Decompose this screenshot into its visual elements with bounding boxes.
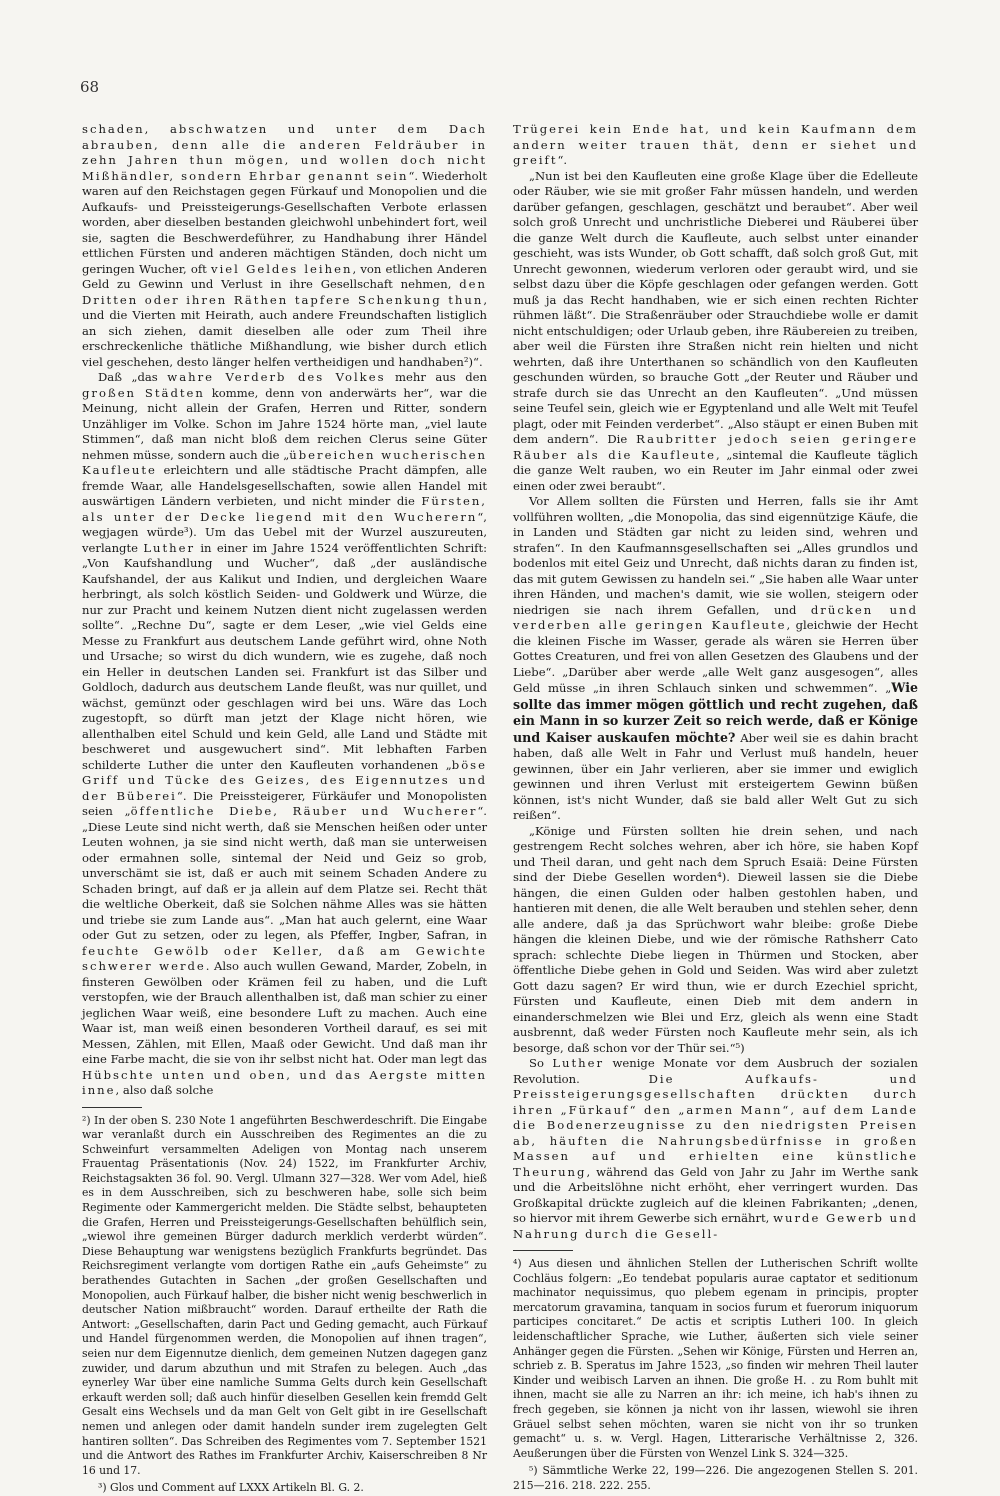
page-number: 68 bbox=[80, 78, 100, 96]
text-run: komme, denn von anderwärts her“, war die Meinung, nicht allein der Grafen, Herren und Ritter, sondern Unzähliger im Volke. Schon im Jahre 1524 hörte man, „viel laute Stimmen“, daß man nicht bloß dem reichen Clerus seine Güter nehmen müsse, sondern auch die „ bbox=[82, 385, 488, 462]
text-run: „Könige und Fürsten sollten hie drein sehen, und nach gestrengem Recht solches wehren, aber ich höre, sie haben Kopf und Theil daran, und geht nach dem Spruch Esaiä: Deine Fürsten sind der Diebe Gesellen worden⁴). Dieweil lassen sie die Diebe hängen, die einen Gulden oder halben gestohlen haben, und hantieren mit denen, die alle Welt berauben und stehlen seher, denn alle andere, daß ja das Sprüchwort wahr bleibe: große Diebe hängen die kleinen Diebe, und wie der römische Rathsherr Cato sprach: schlechte Diebe liegen in Thürmen und Stocken, aber öffentliche Diebe gehen in Gold und Seiden. Was wird aber zuletzt Gott dazu sagen? Er wird thun, wie er durch Ezechiel spricht, Fürsten und Kaufleute, einen Dieb mit dem andern in einanderschmelzen wie Blei und Erz, gleich als wenn eine Stadt ausbrennt, daß weder Fürsten noch Kaufleute mehr sein, als ich besorge, daß schon vor der Thür sei.“⁵) bbox=[513, 823, 918, 1055]
text-run: “, wegjagen würde³). Um das Uebel mit der Wurzel auszureuten, verlangte bbox=[82, 509, 487, 555]
body-paragraph bbox=[82, 122, 487, 370]
text-run: “. Die Preissteigerer, Fürkäufer und Monopolisten seien „ bbox=[82, 788, 487, 818]
footnote: ⁴) Aus diesen und ähnlichen Stellen der Lutherischen Schrift wollte Cochläus folgern: „Eo tendebat popularis aurae captator et seditionum machinator nequissimus, quo plebem egenam in principis, propter mercatorum gravamina, tanquam in socios furum et fuerorum iniquorum participes concitaret.“ De actis et scriptis Lutheri 100. In gleich leidenschaftlicher Sprache, wie Luther, äußerten sich viele seiner Anhänger gegen die Fürsten. „Sehen wir Könige, Fürsten und Herren an, schrieb z. B. Speratus im Jahre 1523, „so finden wir mehren Theil lauter Kinder und weibisch Larven an ihnen. Die große H. . zu Rom buhlt mit ihnen, macht sie alle zu Narren an ihr: ich meine, ich hab's ihnen zu frech gegeben, sie können ja nicht von ihr lassen, wiewohl sie ihren Gräuel selbst sehen möchten, waren sie nicht von ihr so trunken gemacht“ u. s. w. Vergl. Hagen, Litterarische Verhältnisse 2, 326. Aeußerungen über die Fürsten von Wenzel Link S. 324—325. bbox=[513, 1257, 918, 1460]
text-run: mehr aus den bbox=[385, 370, 487, 384]
spaced-text: drücken und verderben alle geringen Kaufleute bbox=[513, 602, 919, 632]
footnote: ²) In der oben S. 230 Note 1 angeführten Beschwerdeschrift. Die Eingabe war veranlaßt durch ein Ausschreiben des Regimentes an die zu Schweinfurt versammelten Adeligen von Montag nach unserem Frauentag Präsentationis (Nov. 24) 1522, im Frankfurter Archiv, Reichstagsakten 36 fol. 90. Vergl. Ulmann 327—328. Wer vom Adel, hieß es in dem Ausschreiben, sich zu beschweren habe, solle sich beim Regimente oder Kammergericht melden. Die Städte selbst, behaupteten die Grafen, Herren und Preissteigerungs-Gesellschaften behülflich sein, „wiewol ihre gemeinen Bürger dadurch merklich verderbt würden“. Diese Behauptung war wenigstens bezüglich Frankfurts begründet. Das Reichsregiment verlangte vom dortigen Rathe ein „aufs Geheimste“ zu berathendes Gutachten in Sachen „der großen Gesellschaften und Monopolien, auch Fürkauf halber, die bisher nicht wenig beschwerlich in deutscher Nation mißbraucht“ worden. Darauf ertheilte der Rath die Antwort: „Gesellschaften, darin Pact und Geding gemacht, auch Fürkauf und Handel fürgenommen werden, die Monopolien auf ihnen tragen“, seien nur dem Eigennutze dienlich, dem gemeinen Nutzen dagegen ganz zuwider, und darum abzuthun und mit Strafen zu belegen. Auch „das eynerley War über eine namliche Summa Gelts durch kein Gesellschaft erkauft werden soll; daß auch hinfür dieselben Gesellen kein fremdd Gelt Gesalt eins Wechsels und da man Gelt von Gelt gibt in ire Gesellschaft nemen und anlegen oder damit handeln sunder irem zugelegten Gelt hantiren sollten“. Das Schreiben des Regimentes vom 7. September 1521 und die Antwort des Rathes im Frankfurter Archiv, Kaiserschreiben 8 Nr 16 und 17. bbox=[82, 1113, 487, 1477]
spaced-text: böse Griff und Tücke des Geizes, des Eigennutzes und der Büberei bbox=[82, 757, 487, 803]
right-body bbox=[513, 122, 918, 1242]
left-footnotes bbox=[82, 1114, 487, 1496]
body-paragraph bbox=[513, 494, 918, 824]
spaced-text: großen Städten bbox=[82, 385, 205, 400]
footnote-separator bbox=[513, 1250, 573, 1251]
text-run: wenige Monate vor dem Ausbruch der sozialen Revolution. bbox=[513, 1056, 918, 1086]
body-paragraph bbox=[513, 824, 918, 1057]
spaced-text: Raubritter jedoch seien geringere Räuber als die Kaufleute bbox=[513, 432, 918, 462]
text-run: So bbox=[529, 1056, 553, 1070]
body-paragraph bbox=[82, 370, 487, 1099]
right-footnotes bbox=[513, 1257, 918, 1494]
text-run: , also daß solche bbox=[115, 1083, 214, 1097]
spaced-text: schaden, abschwatzen und unter dem Dach abrauben, denn alle die anderen Feldräuber in zehn Jahren thun mögen, und wollen doch nicht Mißhändler, sondern Ehrbar genannt sein bbox=[82, 122, 487, 183]
text-run: , gleichwie der Hecht die kleinen Fische im Wasser, gerade als wären sie Herren über Gottes Creaturen, und frei von allen Gesetzen des Glaubens und der Liebe“. „Darüber aber werde „alle Welt ganz ausgesogen“, alles Geld müsse „in ihren Schlauch sinken und schwemmen“. „ bbox=[513, 618, 918, 695]
spaced-text: öffentliche Diebe, Räuber und Wucherer bbox=[130, 804, 478, 818]
footnote-separator bbox=[82, 1107, 142, 1108]
body-paragraph bbox=[513, 1056, 918, 1242]
text-run: “. bbox=[557, 153, 568, 167]
spaced-text: Trügerei kein Ende hat, und kein Kaufmann dem andern weiter trauen thät, denn er siehet und greift bbox=[513, 122, 918, 167]
body-paragraph bbox=[513, 169, 918, 495]
bold-text: Wie sollte das immer mögen göttlich und recht zugehen, daß ein Mann in so kurzer Zeit so reich werde, daß er Könige und Kaiser auskaufen möchte? bbox=[513, 680, 918, 745]
left-column bbox=[82, 122, 487, 1496]
text-run: Daß „das bbox=[98, 370, 168, 384]
spaced-text: wurde Gewerb und Nahrung durch die Gesell- bbox=[513, 1211, 918, 1241]
spaced-text: Fürsten, als unter der Decke liegend mit den Wucherern bbox=[82, 494, 487, 524]
text-run: “. „Diese Leute sind nicht werth, daß sie Menschen heißen oder unter Leuten wohnen, ja sie sind nicht werth, daß man sie unterweisen oder ermahnen solle, sintemal der Neid und Geiz so grob, unverschämt sie ist, daß er auch mit seinem Schaden Andere zu Schaden bringt, auf daß er ja allein auf dem Platze sei. Recht thät die weltliche Oberkeit, daß sie Solchen nähme Alles was sie hätten und triebe sie zum Lande aus“. „Man hat auch gelernt, eine Waar oder Gut zu setzen, oder zu legen, als Pfeffer, Ingber, Safran, in bbox=[82, 804, 487, 942]
text-run: “. Wiederholt waren auf den Reichstagen gegen Fürkauf und Monopolien und die Aufkaufs- und Preissteigerungs-Gesellschaften Verbote erlassen worden, aber dieselben bestanden gleichwohl unbehindert fort, weil sie, sagten die Beschwerdeführer, zu Handhabung ihrer Händel ettlichen Fürsten und anderen mächtigen Ständen, doch nicht um geringen Wucher, oft bbox=[82, 168, 487, 276]
text-run: , „sintemal die Kaufleute täglich die ganze Welt rauben, wo ein Reuter im Jahr einmal oder zwei einen oder zwei beraubt“. bbox=[513, 447, 918, 493]
left-body bbox=[82, 122, 487, 1099]
text-run: , von etlichen Anderen Geld zu Gewinn und Verlust in ihre Gesellschaft nehmen, bbox=[82, 261, 487, 291]
text-run: erleichtern und alle städtische Pracht dämpfen, alle fremde Waar, alle Handelsgesellschaften, sowie allen Handel mit auswärtigen Ländern verbieten, und nicht minder die bbox=[82, 463, 487, 508]
text-run: , und die Vierten mit Heirath, auch andere Freundschaften listiglich an sich ziehen, damit dieselben alle oder zum Theil ihre erschreckenliche thätliche Mißhandlung, wie bisher durch etlich viel geschehen, desto länger helfen vertheidigen und handhaben²)“. bbox=[82, 292, 487, 369]
spaced-text: Die Aufkaufs- und Preissteigerungsgesellschaften drückten durch ihren „Fürkauf“ den „armen Mann“, auf dem Lande die Bodenerzeugnisse zu den niedrigsten Preisen ab, häuften die Nahrungsbedürfnisse in großen Massen auf und erhielten eine künstliche Theurung bbox=[513, 1071, 918, 1179]
text-run: in einer im Jahre 1524 veröffentlichten Schrift: „Von Kaufshandlung und Wucher“, daß „der ausländische Kaufshandel, der aus Kalikut und Indien, und dergleichen Waare herbringt, als solch köstlich Seiden- und Goldwerk und Würze, die nur zur Pracht und keinem Nutzen dient nicht zugelassen werden sollte“. „Rechne Du“, sagte er dem Leser, „wie viel Gelds eine Messe zu Frankfurt aus deutschem Lande geführt wird, ohne Noth und Ursache; so wirst du dich wundern, wie es zugehe, daß noch ein Heller in deutschen Landen sei. Frankfurt ist das Silber und Goldloch, dadurch aus deutschem Lande fleußt, was nur quillet, und wächst, gemünzt oder geschlagen wird bei uns. Wäre das Loch zugestopft, so dürft man jetzt der Klage nicht hören, wie allenthalben eitel Schuld und kein Geld, alle Land und Städte mit beschweret und ausgewuchert sind“. Mit lebhaften Farben schilderte Luther die unter den Kaufleuten vorhandenen „ bbox=[82, 540, 488, 772]
spaced-text: viel Geldes leihen bbox=[211, 261, 353, 276]
spaced-text: den Dritten oder ihren Räthen tapfere Schenkung thun bbox=[82, 277, 487, 307]
right-column bbox=[513, 122, 918, 1494]
footnote: ⁵) Sämmtliche Werke 22, 199—226. Die angezogenen Stellen S. 201. 215—216. 218. 222. 255. bbox=[513, 1464, 918, 1492]
spaced-text: wahre Verderb des Volkes bbox=[167, 370, 386, 384]
text-run: „Nun ist bei den Kaufleuten eine große Klage über die Edelleute oder Räuber, wie sie mit großer Fahr müssen handeln, und werden darüber gefangen, geschlagen, geschätzt und beraubet“. Aber weil solch groß Unrecht und unchristliche Dieberei und Räuberei über die ganze Welt durch die Kaufleute, auch selbst unter einander geschieht, was ists Wunder, ob Gott schafft, daß solch groß Gut, mit Unrecht gewonnen, wiederum verloren oder geraubt wird, und sie selbst dazu über die Köpfe geschlagen oder gefangen werden. Gott muß ja das Recht handhaben, wie er sich einen rechten Richter rühmen läßt“. Die Straßenräuber oder Strauchdiebe wolle er damit nicht entschuldigen; oder Urlaub geben, ihre Räubereien zu treiben, aber weil die Fürsten ihre Straßen nicht rein hielten und nicht wehrten, daß ihre Unterthanen so schändlich von den Kaufleuten geschunden würden, so brauche Gott „der Reuter und Räuber und strafe durch sie das Unrecht an den Kaufleuten“. „Und müssen seine Teufel sein, gleich wie er Egyptenland und alle Welt mit Teufel plagt, oder mit Feinden verderbet“. „Also stäupt er einen Buben mit dem andern“. Die bbox=[513, 168, 918, 446]
spaced-text: Hübschte unten und oben, und das Aergste mitten inne bbox=[82, 1067, 487, 1097]
spaced-text: feuchte Gewölb oder Keller, daß am Gewichte schwerer werde bbox=[82, 943, 487, 973]
text-run: Aber weil sie es dahin bracht haben, daß alle Welt in Fahr und Verlust muß handeln, heuer gewinnen, über ein Jahr verlieren, aber sie immer und ewiglich gewinnen und ihren Verlust mit ersteigertem Gewinn büßen können, ist's nicht Wunder, daß sie bald aller Welt Gut zu sich reißen“. bbox=[513, 730, 918, 822]
footnote: ³) Glos und Comment auf LXXX Artikeln Bl. G. 2. bbox=[98, 1481, 364, 1495]
spaced-text: Luther bbox=[552, 1056, 605, 1070]
text-run: , während das Geld von Jahr zu Jahr im Werthe sank und die Arbeitslöhne nicht erhöht, eher verringert wurden. Das Großkapital drückte zugleich auf die kleinen Fabrikanten; „denen, so hiervor mit ihrem Gewerbe sich ernährt, bbox=[513, 1164, 918, 1225]
spaced-text: Luther bbox=[143, 540, 196, 555]
text-run: . Also auch wullen Gewand, Marder, Zobeln, in finsteren Gewölben oder Krämen feil zu haben, und die Luft verstopfen, wie der Brauch allenthalben ist, daß man schier zu einer jeglichen Waar weiß, eine besondere Luft zu machen. Auch eine Waar ist, man weiß einen besonderen Vortheil darauf, es sei mit Messen, Zählen, mit Ellen, Maaß oder Gewicht. Und daß man ihr eine Farbe macht, die sie von ihr selbst nicht hat. Oder man legt das bbox=[82, 959, 487, 1066]
body-paragraph bbox=[513, 122, 918, 169]
text-run: Vor Allem sollten die Fürsten und Herren, falls sie ihr Amt vollführen wollten, „die Monopolia, das sind eigennützige Käufe, die in Landen und Städten gar nicht zu leiden sind, wehren und strafen“. In den Kaufmannsgesellschaften sei „Alles grundlos und bodenlos mit eitel Geiz und Unrecht, daß nichts daran zu finden ist, das mit gutem Gewissen zu handeln sei.“ „Sie haben alle Waar unter ihren Händen, und machen's damit, wie sie wollen, steigern oder niedrigen sie nach ihrem Gefallen, und bbox=[513, 494, 918, 617]
spaced-text: übereichen wucherischen Kaufleute bbox=[82, 447, 487, 477]
